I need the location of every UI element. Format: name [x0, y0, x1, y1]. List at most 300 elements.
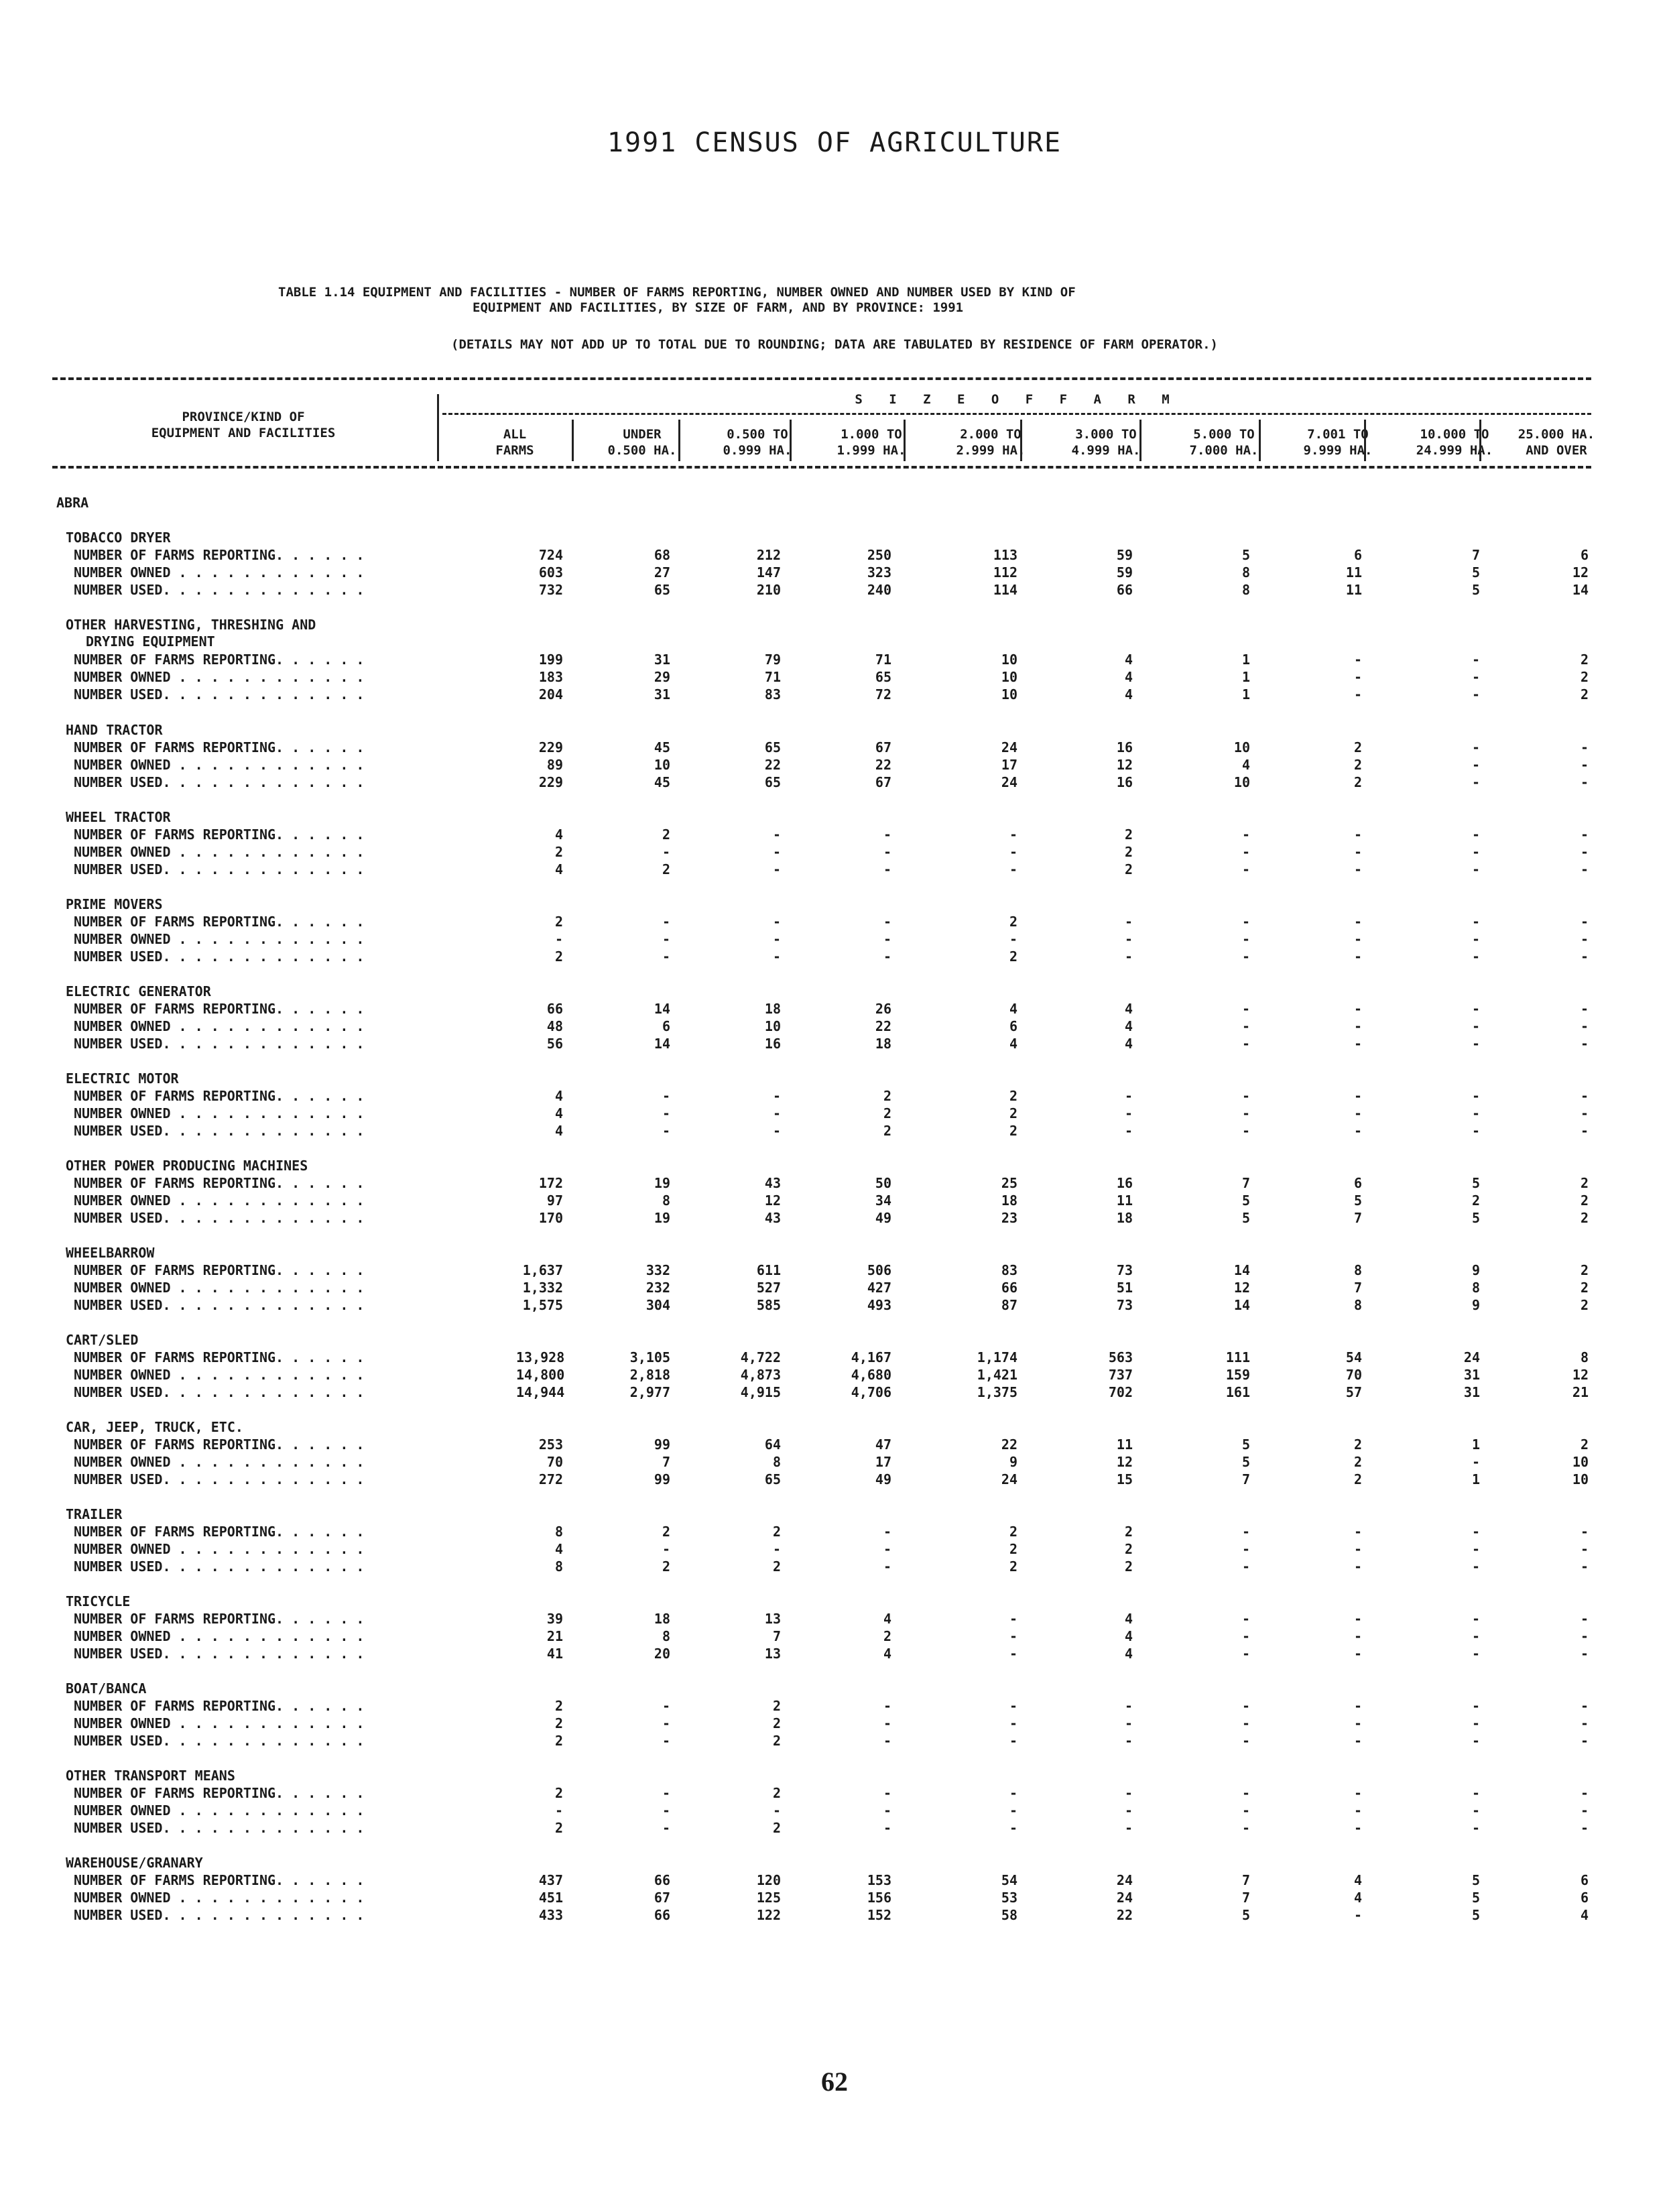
- row-label: NUMBER USED. . . . . . . . . . . . .: [74, 1297, 365, 1313]
- table-cell: -: [1009, 1802, 1017, 1819]
- column-header: [585, 426, 699, 458]
- table-cell: 4: [1124, 1628, 1133, 1644]
- table-cell: 2: [1124, 826, 1133, 843]
- table-cell: -: [883, 1802, 891, 1819]
- table-cell: 7: [1241, 1872, 1250, 1888]
- table-cell: 12: [764, 1192, 781, 1209]
- column-header-line-2: AND OVER: [1526, 443, 1587, 458]
- table-row: [0, 1018, 1669, 1036]
- table-cell: 43: [764, 1175, 781, 1191]
- table-cell: 2: [1124, 861, 1133, 877]
- table-cell: 7: [1241, 1471, 1250, 1487]
- table-cell: 183: [538, 669, 563, 685]
- table-cell: 2: [772, 1715, 781, 1731]
- table-cell: 10: [1001, 652, 1017, 668]
- table-cell: 8: [662, 1192, 670, 1209]
- column-header: [1398, 426, 1511, 458]
- table-cell: 2: [772, 1558, 781, 1575]
- column-header: [1281, 426, 1395, 458]
- table-cell: 2: [772, 1785, 781, 1801]
- table-cell: 2: [1124, 844, 1133, 860]
- table-cell: 66: [654, 1907, 670, 1923]
- table-cell: 1: [1241, 686, 1250, 702]
- table-cell: 5: [1353, 1192, 1362, 1209]
- column-header-line-1: 5.000 TO: [1193, 427, 1255, 442]
- table-cell: 161: [1225, 1384, 1250, 1400]
- column-header-line-2: 24.999 HA.: [1416, 443, 1493, 458]
- table-cell: 24: [1001, 739, 1017, 755]
- table-cell: 18: [764, 1001, 781, 1017]
- table-cell: -: [772, 1088, 781, 1104]
- column-header: [1167, 426, 1281, 458]
- table-cell: -: [1580, 1715, 1589, 1731]
- table-cell: -: [1580, 1646, 1589, 1662]
- table-row: [0, 1297, 1669, 1314]
- table-cell: -: [1471, 1036, 1480, 1052]
- table-cell: -: [1124, 1820, 1133, 1836]
- table-row: [0, 826, 1669, 844]
- column-header-line-2: 0.500 HA.: [607, 443, 677, 458]
- table-cell: -: [1353, 1698, 1362, 1714]
- equipment-section: [0, 1593, 1669, 1680]
- table-cell: -: [1580, 774, 1589, 790]
- table-cell: 14: [1233, 1297, 1250, 1313]
- table-cell: -: [1124, 914, 1133, 930]
- table-cell: 1,575: [522, 1297, 563, 1313]
- province-name: ABRA: [56, 495, 89, 511]
- section-title: WHEEL TRACTOR: [66, 809, 171, 825]
- table-cell: 10: [1233, 774, 1250, 790]
- table-cell: 2: [554, 1785, 563, 1801]
- row-label: NUMBER OF FARMS REPORTING. . . . . .: [74, 1262, 365, 1278]
- table-cell: 2: [1009, 1524, 1017, 1540]
- table-cell: -: [1241, 931, 1250, 947]
- table-cell: 66: [1001, 1280, 1017, 1296]
- table-cell: 2: [1580, 1297, 1589, 1313]
- table-cell: 5: [1471, 582, 1480, 598]
- table-cell: 250: [867, 547, 891, 563]
- table-cell: 23: [1001, 1210, 1017, 1226]
- row-label: NUMBER OF FARMS REPORTING. . . . . .: [74, 652, 365, 668]
- table-cell: -: [1009, 1611, 1017, 1627]
- table-cell: -: [1009, 1785, 1017, 1801]
- table-cell: 29: [654, 669, 670, 685]
- table-cell: 17: [875, 1454, 891, 1470]
- table-cell: 24: [1001, 774, 1017, 790]
- table-cell: 70: [546, 1454, 563, 1470]
- table-cell: 14,800: [516, 1367, 565, 1383]
- table-cell: 27: [654, 564, 670, 580]
- table-cell: -: [662, 1123, 670, 1139]
- table-cell: -: [1353, 1088, 1362, 1104]
- table-cell: -: [1471, 1018, 1480, 1034]
- section-title: HAND TRACTOR: [66, 722, 163, 738]
- table-cell: -: [1580, 1820, 1589, 1836]
- table-cell: 10: [1572, 1471, 1589, 1487]
- column-header-line-2: 2.999 HA.: [956, 443, 1026, 458]
- table-row: [0, 652, 1669, 669]
- table-cell: 8: [554, 1558, 563, 1575]
- table-cell: -: [1580, 914, 1589, 930]
- table-cell: 51: [1116, 1280, 1133, 1296]
- page-title: 1991 CENSUS OF AGRICULTURE: [607, 127, 1062, 158]
- table-cell: -: [1353, 948, 1362, 965]
- table-cell: 7: [1241, 1175, 1250, 1191]
- table-row: [0, 757, 1669, 774]
- table-row: [0, 564, 1669, 582]
- table-cell: 4: [883, 1646, 891, 1662]
- table-cell: -: [883, 1558, 891, 1575]
- table-cell: 2: [772, 1698, 781, 1714]
- row-label: NUMBER OF FARMS REPORTING. . . . . .: [74, 826, 365, 843]
- table-cell: -: [1241, 1001, 1250, 1017]
- table-cell: 4: [1124, 1018, 1133, 1034]
- table-cell: -: [1241, 1628, 1250, 1644]
- table-cell: 43: [764, 1210, 781, 1226]
- table-cell: 4: [554, 861, 563, 877]
- table-cell: -: [1124, 1105, 1133, 1121]
- table-cell: -: [1241, 914, 1250, 930]
- table-cell: -: [1580, 1558, 1589, 1575]
- table-cell: 2: [662, 1524, 670, 1540]
- equipment-section: [0, 1245, 1669, 1332]
- table-cell: 14: [654, 1001, 670, 1017]
- table-cell: 5: [1471, 1890, 1480, 1906]
- table-cell: 603: [538, 564, 563, 580]
- column-header-line-1: UNDER: [623, 427, 662, 442]
- table-row: [0, 1611, 1669, 1628]
- table-cell: 232: [645, 1280, 670, 1296]
- table-cell: 2: [1353, 1471, 1362, 1487]
- table-cell: -: [883, 1541, 891, 1557]
- table-cell: 433: [538, 1907, 563, 1923]
- table-cell: 2: [1009, 1558, 1017, 1575]
- table-cell: 22: [1116, 1907, 1133, 1923]
- table-cell: -: [772, 914, 781, 930]
- table-row: [0, 547, 1669, 564]
- table-cell: -: [1124, 1785, 1133, 1801]
- table-cell: 4: [1124, 686, 1133, 702]
- table-cell: 87: [1001, 1297, 1017, 1313]
- row-label: NUMBER OF FARMS REPORTING. . . . . .: [74, 914, 365, 930]
- table-cell: 4: [1009, 1001, 1017, 1017]
- table-cell: 3,105: [629, 1349, 670, 1365]
- table-cell: -: [1580, 1524, 1589, 1540]
- table-cell: 8: [1353, 1262, 1362, 1278]
- table-cell: 11: [1345, 582, 1362, 598]
- table-row: [0, 1820, 1669, 1837]
- row-label: NUMBER OF FARMS REPORTING. . . . . .: [74, 1349, 365, 1365]
- table-row: [0, 1123, 1669, 1140]
- header-bottom-rule: [52, 466, 1591, 469]
- table-cell: -: [1471, 1611, 1480, 1627]
- table-note: (DETAILS MAY NOT ADD UP TO TOTAL DUE TO ROUNDING; DATA ARE TABULATED BY RESIDENCE OF FARM OPERATOR.): [451, 337, 1218, 352]
- table-cell: -: [1353, 1524, 1362, 1540]
- table-cell: 59: [1116, 564, 1133, 580]
- table-cell: 563: [1108, 1349, 1133, 1365]
- table-cell: -: [662, 844, 670, 860]
- table-cell: -: [1471, 1733, 1480, 1749]
- table-cell: 5: [1471, 1175, 1480, 1191]
- table-cell: -: [1241, 1698, 1250, 1714]
- table-cell: -: [1241, 861, 1250, 877]
- equipment-section: [0, 1768, 1669, 1855]
- table-cell: 7: [1241, 1890, 1250, 1906]
- table-cell: 66: [654, 1872, 670, 1888]
- table-cell: 8: [1353, 1297, 1362, 1313]
- table-cell: -: [554, 931, 563, 947]
- table-cell: 22: [1001, 1436, 1017, 1453]
- table-row: [0, 861, 1669, 879]
- table-cell: 451: [538, 1890, 563, 1906]
- table-cell: 2: [1009, 1541, 1017, 1557]
- table-cell: 6: [1580, 547, 1589, 563]
- size-of-farm-header: S I Z E O F F A R M: [855, 392, 1179, 407]
- table-cell: 2: [1580, 1280, 1589, 1296]
- table-cell: 8: [554, 1524, 563, 1540]
- table-row: [0, 1733, 1669, 1750]
- table-cell: -: [1471, 861, 1480, 877]
- table-cell: 159: [1225, 1367, 1250, 1383]
- column-header-line-1: 25.000 HA.: [1518, 427, 1595, 442]
- table-cell: 24: [1001, 1471, 1017, 1487]
- table-cell: 5: [1471, 1210, 1480, 1226]
- table-cell: 4: [554, 826, 563, 843]
- table-cell: 5: [1241, 547, 1250, 563]
- table-cell: -: [1124, 948, 1133, 965]
- table-cell: 6: [1353, 1175, 1362, 1191]
- table-cell: 437: [538, 1872, 563, 1888]
- column-divider: [572, 420, 574, 461]
- table-cell: 1: [1471, 1436, 1480, 1453]
- table-cell: 4: [554, 1105, 563, 1121]
- table-cell: -: [772, 1541, 781, 1557]
- table-cell: 5: [1471, 564, 1480, 580]
- table-cell: 66: [1116, 582, 1133, 598]
- table-cell: -: [1009, 1628, 1017, 1644]
- table-cell: 506: [867, 1262, 891, 1278]
- table-cell: 6: [1009, 1018, 1017, 1034]
- table-cell: 4: [1124, 1646, 1133, 1662]
- table-cell: -: [883, 1785, 891, 1801]
- table-cell: 4: [1124, 1036, 1133, 1052]
- table-cell: 1,637: [522, 1262, 563, 1278]
- table-cell: 41: [546, 1646, 563, 1662]
- table-cell: -: [1241, 1105, 1250, 1121]
- table-cell: 4,722: [740, 1349, 781, 1365]
- table-cell: 11: [1116, 1436, 1133, 1453]
- table-cell: 2: [1353, 1436, 1362, 1453]
- table-cell: 2: [772, 1524, 781, 1540]
- table-cell: -: [1353, 1628, 1362, 1644]
- table-cell: -: [1124, 1088, 1133, 1104]
- section-title: OTHER HARVESTING, THRESHING AND: [66, 617, 316, 633]
- table-cell: 332: [645, 1262, 670, 1278]
- column-header-line-2: 9.999 HA.: [1303, 443, 1373, 458]
- table-cell: 4: [554, 1123, 563, 1139]
- table-cell: -: [883, 1698, 891, 1714]
- column-header-line-1: 7.001 TO: [1307, 427, 1369, 442]
- table-cell: -: [1353, 686, 1362, 702]
- equipment-section: [0, 1070, 1669, 1158]
- table-row: [0, 1802, 1669, 1820]
- table-cell: 5: [1241, 1192, 1250, 1209]
- table-cell: -: [772, 931, 781, 947]
- row-label: NUMBER OF FARMS REPORTING. . . . . .: [74, 1872, 365, 1888]
- equipment-section: [0, 617, 1669, 722]
- table-cell: -: [1353, 826, 1362, 843]
- table-cell: 724: [538, 547, 563, 563]
- table-cell: 8: [1241, 564, 1250, 580]
- table-cell: 8: [1580, 1349, 1589, 1365]
- equipment-section: [0, 1855, 1669, 1942]
- table-cell: 113: [993, 547, 1017, 563]
- table-cell: -: [1580, 1785, 1589, 1801]
- table-cell: -: [1241, 948, 1250, 965]
- table-cell: 2: [1009, 1088, 1017, 1104]
- table-cell: -: [1353, 1733, 1362, 1749]
- table-cell: -: [1580, 1628, 1589, 1644]
- table-cell: 31: [654, 652, 670, 668]
- table-cell: 20: [654, 1646, 670, 1662]
- row-label: NUMBER USED. . . . . . . . . . . . .: [74, 948, 365, 965]
- table-cell: -: [1471, 1715, 1480, 1731]
- table-cell: -: [1353, 1820, 1362, 1836]
- table-cell: 10: [1001, 669, 1017, 685]
- table-cell: -: [1471, 1646, 1480, 1662]
- table-cell: 2,977: [629, 1384, 670, 1400]
- table-row: [0, 1192, 1669, 1210]
- table-row: [0, 1175, 1669, 1192]
- table-cell: 16: [764, 1036, 781, 1052]
- row-label: NUMBER OWNED . . . . . . . . . . . .: [74, 669, 365, 685]
- row-label: NUMBER OF FARMS REPORTING. . . . . .: [74, 739, 365, 755]
- table-cell: -: [1353, 669, 1362, 685]
- table-cell: 16: [1116, 739, 1133, 755]
- row-label: NUMBER OF FARMS REPORTING. . . . . .: [74, 547, 365, 563]
- table-cell: 71: [875, 652, 891, 668]
- table-cell: 7: [1471, 547, 1480, 563]
- table-cell: -: [1353, 1802, 1362, 1819]
- table-cell: -: [1471, 1105, 1480, 1121]
- table-cell: -: [662, 1105, 670, 1121]
- column-divider: [1259, 420, 1261, 461]
- table-cell: -: [1580, 861, 1589, 877]
- column-header-line-2: 7.000 HA.: [1189, 443, 1259, 458]
- table-row: [0, 1698, 1669, 1715]
- table-cell: 611: [756, 1262, 781, 1278]
- table-cell: -: [1580, 1001, 1589, 1017]
- table-cell: 4: [1124, 669, 1133, 685]
- table-cell: 120: [756, 1872, 781, 1888]
- table-cell: 2: [554, 948, 563, 965]
- table-cell: 11: [1116, 1192, 1133, 1209]
- table-row: [0, 1558, 1669, 1576]
- table-cell: -: [1471, 844, 1480, 860]
- table-cell: 2: [662, 861, 670, 877]
- table-cell: 47: [875, 1436, 891, 1453]
- table-cell: 21: [1572, 1384, 1589, 1400]
- row-label: NUMBER USED. . . . . . . . . . . . .: [74, 686, 365, 702]
- table-cell: -: [1471, 1001, 1480, 1017]
- table-cell: -: [662, 1698, 670, 1714]
- table-cell: 2: [554, 1715, 563, 1731]
- table-cell: 22: [875, 757, 891, 773]
- table-cell: 2: [1124, 1558, 1133, 1575]
- table-cell: -: [1471, 914, 1480, 930]
- table-cell: -: [1580, 1611, 1589, 1627]
- table-row: [0, 1471, 1669, 1489]
- table-cell: 58: [1001, 1907, 1017, 1923]
- table-cell: 4,915: [740, 1384, 781, 1400]
- table-cell: -: [1241, 1018, 1250, 1034]
- table-cell: 9: [1471, 1262, 1480, 1278]
- section-title: CAR, JEEP, TRUCK, ETC.: [66, 1419, 243, 1435]
- table-cell: -: [883, 1820, 891, 1836]
- table-cell: 2: [662, 826, 670, 843]
- table-cell: 2: [1580, 1175, 1589, 1191]
- table-cell: -: [1009, 1646, 1017, 1662]
- table-cell: -: [1241, 1820, 1250, 1836]
- table-row: [0, 1454, 1669, 1471]
- table-cell: 10: [1233, 739, 1250, 755]
- table-cell: -: [1580, 1018, 1589, 1034]
- table-cell: 73: [1116, 1262, 1133, 1278]
- table-cell: 4: [1124, 1611, 1133, 1627]
- table-cell: 12: [1572, 1367, 1589, 1383]
- table-cell: 6: [662, 1018, 670, 1034]
- row-label: NUMBER OWNED . . . . . . . . . . . .: [74, 1715, 365, 1731]
- table-cell: 48: [546, 1018, 563, 1034]
- stub-header-line-1: PROVINCE/KIND OF: [182, 410, 305, 424]
- table-cell: 4,680: [851, 1367, 891, 1383]
- table-cell: -: [1009, 861, 1017, 877]
- table-cell: -: [1009, 1820, 1017, 1836]
- table-cell: 4: [1124, 1001, 1133, 1017]
- table-cell: 9: [1009, 1454, 1017, 1470]
- table-cell: -: [1241, 1558, 1250, 1575]
- table-cell: -: [1241, 1646, 1250, 1662]
- table-cell: -: [883, 1715, 891, 1731]
- table-cell: 18: [1001, 1192, 1017, 1209]
- table-row: [0, 1210, 1669, 1227]
- table-cell: -: [883, 1524, 891, 1540]
- table-cell: 13: [764, 1646, 781, 1662]
- section-title: BOAT/BANCA: [66, 1680, 147, 1697]
- table-cell: -: [662, 931, 670, 947]
- table-cell: 21: [546, 1628, 563, 1644]
- table-cell: 45: [654, 774, 670, 790]
- row-label: NUMBER OWNED . . . . . . . . . . . .: [74, 1890, 365, 1906]
- table-cell: 18: [875, 1036, 891, 1052]
- section-title: WAREHOUSE/GRANARY: [66, 1855, 203, 1871]
- table-cell: 99: [654, 1471, 670, 1487]
- table-cell: 114: [993, 582, 1017, 598]
- table-cell: -: [662, 1802, 670, 1819]
- table-cell: 45: [654, 739, 670, 755]
- row-label: NUMBER OF FARMS REPORTING. . . . . .: [74, 1175, 365, 1191]
- table-cell: -: [1353, 1541, 1362, 1557]
- table-row: [0, 1262, 1669, 1280]
- table-row: [0, 1436, 1669, 1454]
- table-cell: 49: [875, 1471, 891, 1487]
- table-cell: 65: [654, 582, 670, 598]
- column-divider: [790, 420, 792, 461]
- table-cell: 1,421: [977, 1367, 1017, 1383]
- equipment-section: [0, 530, 1669, 617]
- table-cell: 2: [1009, 914, 1017, 930]
- table-cell: -: [883, 914, 891, 930]
